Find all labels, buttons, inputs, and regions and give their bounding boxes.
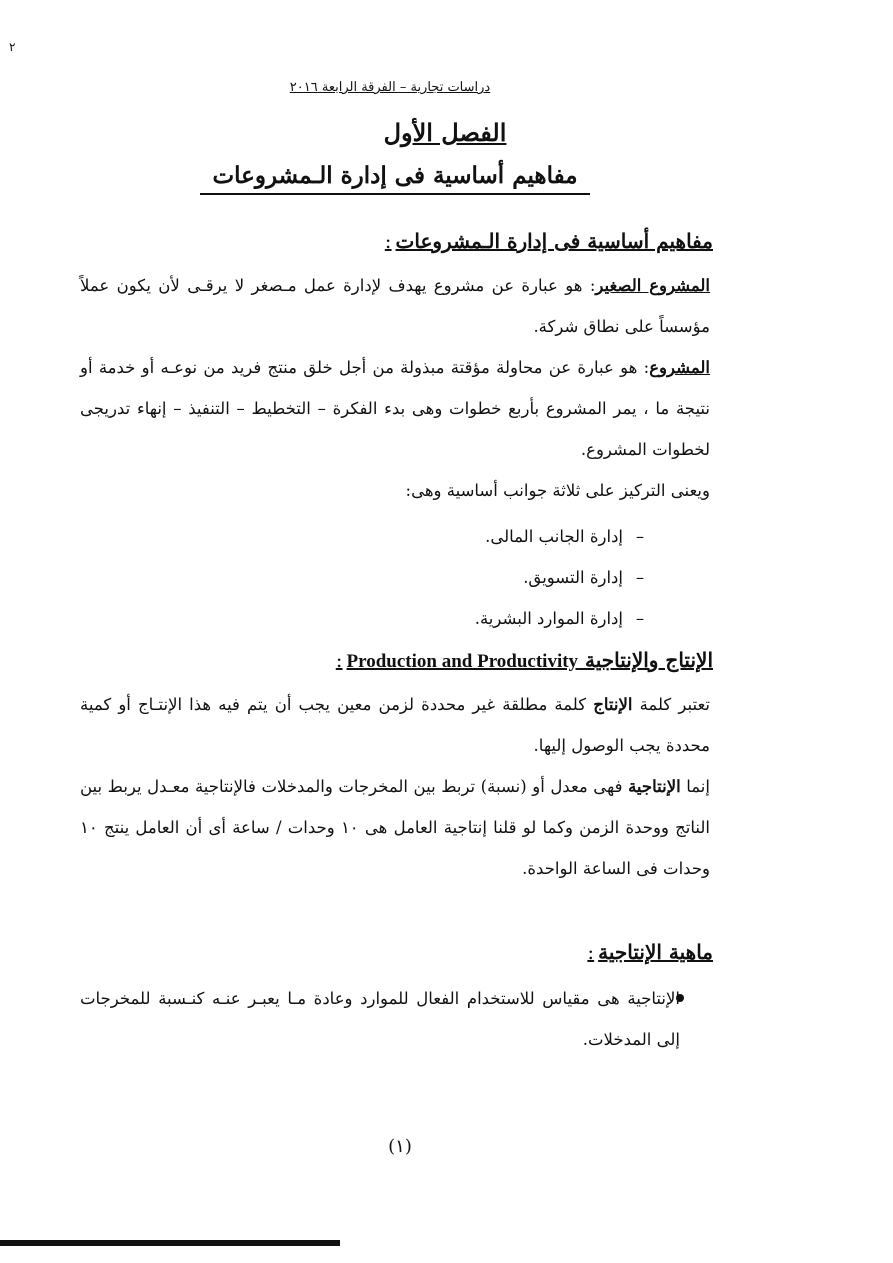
corner-mark: ٢	[9, 40, 16, 54]
project-term: المشروع	[649, 358, 710, 377]
list-dash: –	[635, 609, 645, 628]
small-project-term: المشروع الصغير	[595, 276, 711, 295]
small-project-text: : هو عبارة عن مشروع يهدف لإدارة عمل مـصغر لا يرقـى لأن يكون عملاً مؤسساً على نطاق شركة.	[80, 276, 710, 336]
section-heading-production	[336, 648, 713, 673]
course-header: دراسات تجارية – الفرقة الرابعة ٢٠١٦	[289, 80, 491, 95]
project-definition	[80, 347, 710, 470]
section-heading-colon: :	[335, 648, 343, 672]
focus-list	[475, 516, 657, 639]
list-item	[475, 557, 657, 598]
section-heading-text: ماهية الإنتاجية	[598, 940, 713, 964]
chapter-subtitle: مفاهيم أساسية فى إدارة الـمشروعات	[200, 162, 590, 195]
section-heading-basic-concepts	[385, 229, 713, 253]
paragraph-text: تعتبر كلمة	[632, 695, 710, 714]
section-heading-arabic: الإنتاج والإنتاجية	[585, 648, 713, 672]
list-item-text: إدارة الموارد البشرية.	[474, 609, 623, 628]
list-dash: –	[635, 527, 645, 546]
section-heading-english: Production and Productivity	[346, 651, 579, 672]
production-keyword: الإنتاج	[593, 695, 633, 714]
production-paragraph	[80, 684, 710, 766]
chapter-title: الفصل الأول	[383, 118, 507, 147]
paragraph-text: كلمة مطلقة غير محددة لزمن معين يجب أن يتم فيه هذا الإنتـاج أو كمية محددة يجب الوصول إليها.	[80, 695, 710, 755]
list-dash: –	[635, 568, 645, 587]
paragraph-text: فهى معدل أو (نسبة) تربط بين المخرجات والمدخلات فالإنتاجية معـدل يربط بين الناتج ووحدة الزمن وكما لو قلنا إنتاجية العامل هى ١٠ وحدات / ساعة أى أن العامل ينتج ١٠ وحدات فى الساعة الواحدة.	[80, 777, 711, 878]
list-item	[475, 598, 657, 639]
section-heading-colon: :	[384, 229, 392, 253]
section-heading-text: مفاهيم أساسية فى إدارة الـمشروعات	[395, 229, 713, 253]
section-heading-colon: :	[587, 940, 595, 964]
page-number: (١)	[388, 1136, 412, 1157]
paragraph-text: إنما	[680, 777, 710, 796]
section-heading-productivity-nature	[587, 940, 713, 964]
focus-intro: ويعنى التركيز على ثلاثة جوانب أساسية وهى:	[405, 481, 710, 500]
bullet-paragraph: الإنتاجية هى مقياس للاستخدام الفعال للموارد وعادة مـا يعبـر عنـه كنـسبة للمخرجات إلى المدخلات.	[80, 989, 680, 1049]
project-text: : هو عبارة عن محاولة مؤقتة مبذولة من أجل خلق منتج فريد من نوعـه أو خدمة أو نتيجة ما ، يمر المشروع بأربع خطوات وهى بدء الفكرة – التخطيط – التنفيذ – إنهاء تدريجى لخطوات المشروع.	[80, 358, 710, 459]
productivity-keyword: الإنتاجية	[628, 777, 681, 796]
small-project-definition	[80, 265, 710, 347]
list-item-text: إدارة التسويق.	[523, 568, 623, 587]
scan-edge-rule	[0, 1240, 340, 1246]
productivity-paragraph	[80, 766, 710, 889]
list-item-text: إدارة الجانب المالى.	[485, 527, 623, 546]
list-item	[475, 516, 657, 557]
